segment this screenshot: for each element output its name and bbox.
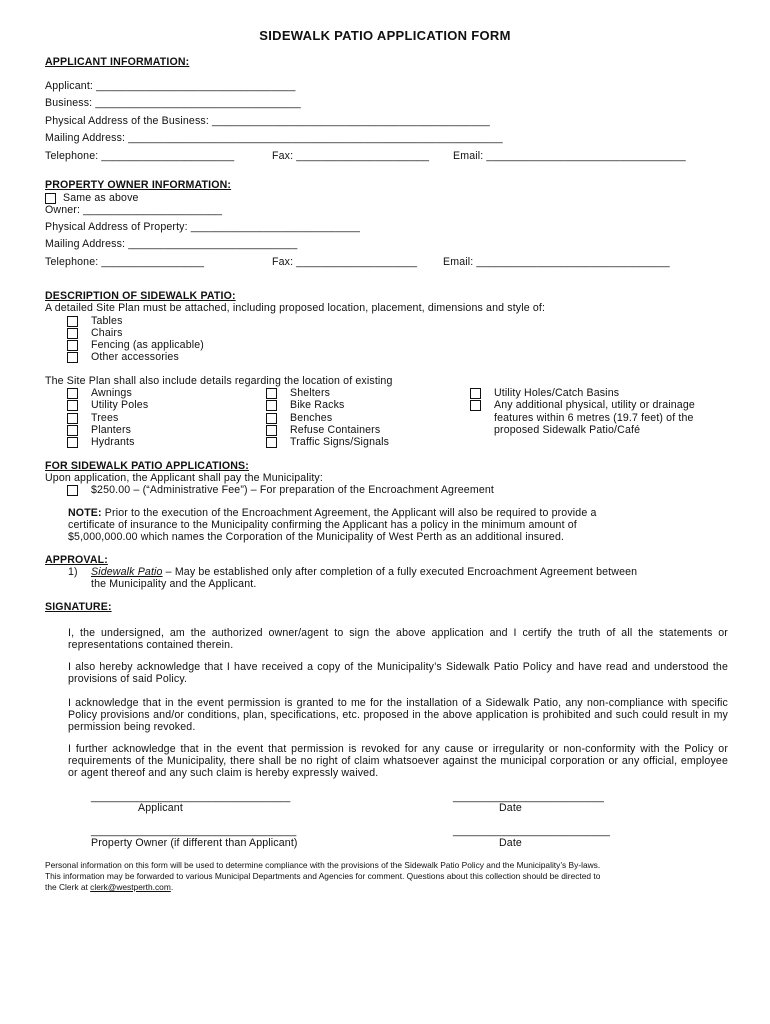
benches-checkbox[interactable] bbox=[266, 413, 277, 424]
traffic-signs-label: Traffic Signs/Signals bbox=[290, 436, 390, 448]
note-text-line1: Prior to the execution of the Encroachment Agreement, the Applicant will also be required to provide a bbox=[101, 507, 597, 519]
owner-telephone-field[interactable]: Telephone: _________________ bbox=[45, 256, 205, 268]
applicant-fax-field[interactable]: Fax: ______________________ bbox=[272, 150, 430, 162]
applicant-date-line[interactable]: _________________________ bbox=[453, 791, 605, 803]
other-accessories-checkbox[interactable] bbox=[67, 352, 78, 363]
signature-paragraph-3: I acknowledge that in the event permission is granted to me for the installation of a Sidewalk Patio, any non-compliance with specific Policy provisions and/or conditions, plan, specifications, etc. proposed in the above application is prohibited and such could result in my permission being revoked. bbox=[68, 697, 728, 733]
trees-label: Trees bbox=[91, 412, 119, 424]
fencing-label: Fencing (as applicable) bbox=[91, 339, 204, 351]
additional-features-label-line2: features within 6 metres (19.7 feet) of the bbox=[494, 412, 694, 424]
privacy-notice-line1: Personal information on this form will be used to determine compliance with the provisions of the Sidewalk Patio Policy and the Municipality’s By-laws. bbox=[45, 860, 601, 870]
privacy-notice-prefix: the Clerk at bbox=[45, 882, 91, 892]
applicant-date-label: Date bbox=[499, 802, 522, 814]
planters-label: Planters bbox=[91, 424, 132, 436]
signature-paragraph-2: I also hereby acknowledge that I have received a copy of the Municipality’s Sidewalk Patio Policy and have read and understood the provisions of said Policy. bbox=[68, 661, 728, 685]
fencing-checkbox[interactable] bbox=[67, 340, 78, 351]
note-line2: certificate of insurance to the Municipality confirming the Applicant has a policy in the minimum amount of bbox=[68, 519, 577, 531]
description-heading: DESCRIPTION OF SIDEWALK PATIO: bbox=[45, 290, 236, 302]
signature-paragraph-4: I further acknowledge that in the event that permission is revoked for any cause or irregularity or non-conformity with the Policy or requirements of the Municipality, there shall be no right of claim whatsoever against the municipal corporation or any official, employee or agent thereof and any such claim is hereby expressly waived. bbox=[68, 743, 728, 779]
site-plan-details-intro: The Site Plan shall also include details regarding the location of existing bbox=[45, 375, 393, 387]
owner-field[interactable]: Owner: _______________________ bbox=[45, 204, 223, 216]
privacy-notice-line3 bbox=[45, 882, 173, 893]
same-as-above-checkbox[interactable] bbox=[45, 193, 56, 204]
clerk-email-link[interactable]: clerk@westperth.com bbox=[90, 882, 171, 892]
owner-fax-field[interactable]: Fax: ____________________ bbox=[272, 256, 418, 268]
shelters-label: Shelters bbox=[290, 387, 331, 399]
applicant-signature-label: Applicant bbox=[138, 802, 183, 814]
owner-mailing-address-field[interactable]: Mailing Address: ____________________________ bbox=[45, 238, 298, 250]
hydrants-checkbox[interactable] bbox=[67, 437, 78, 448]
other-accessories-label: Other accessories bbox=[91, 351, 179, 363]
tables-label: Tables bbox=[91, 315, 123, 327]
benches-label: Benches bbox=[290, 412, 333, 424]
privacy-notice-line2: This information may be forwarded to various Municipal Departments and Agencies for comment. Questions about this collection should be directed to bbox=[45, 871, 601, 881]
applicant-signature-line[interactable]: _________________________________ bbox=[91, 791, 291, 803]
site-plan-requirement: A detailed Site Plan must be attached, including proposed location, placement, dimensions and style of: bbox=[45, 302, 546, 314]
signature-heading: SIGNATURE: bbox=[45, 601, 112, 613]
approval-heading: APPROVAL: bbox=[45, 554, 108, 566]
applicant-telephone-field[interactable]: Telephone: ______________________ bbox=[45, 150, 235, 162]
refuse-containers-checkbox[interactable] bbox=[266, 425, 277, 436]
utility-holes-label: Utility Holes/Catch Basins bbox=[494, 387, 620, 399]
utility-holes-checkbox[interactable] bbox=[470, 388, 481, 399]
applications-heading: FOR SIDEWALK PATIO APPLICATIONS: bbox=[45, 460, 249, 472]
owner-signature-line[interactable]: __________________________________ bbox=[91, 825, 297, 837]
note-label: NOTE: bbox=[68, 507, 102, 519]
additional-features-label-line1: Any additional physical, utility or drainage bbox=[494, 399, 695, 411]
owner-date-label: Date bbox=[499, 837, 522, 849]
form-title: SIDEWALK PATIO APPLICATION FORM bbox=[259, 28, 511, 43]
hydrants-label: Hydrants bbox=[91, 436, 135, 448]
approval-line1 bbox=[91, 566, 637, 578]
traffic-signs-checkbox[interactable] bbox=[266, 437, 277, 448]
property-physical-address-field[interactable]: Physical Address of Property: ____________________________ bbox=[45, 221, 360, 233]
owner-date-line[interactable]: __________________________ bbox=[453, 825, 611, 837]
shelters-checkbox[interactable] bbox=[266, 388, 277, 399]
same-as-above-label: Same as above bbox=[63, 192, 139, 204]
property-owner-heading: PROPERTY OWNER INFORMATION: bbox=[45, 179, 232, 191]
applications-intro: Upon application, the Applicant shall pay the Municipality: bbox=[45, 472, 323, 484]
bike-racks-label: Bike Racks bbox=[290, 399, 345, 411]
awnings-label: Awnings bbox=[91, 387, 132, 399]
privacy-notice-suffix: . bbox=[170, 882, 174, 892]
applicant-field[interactable]: Applicant: _________________________________ bbox=[45, 80, 296, 92]
chairs-label: Chairs bbox=[91, 327, 123, 339]
applicant-email-field[interactable]: Email: _________________________________ bbox=[453, 150, 686, 162]
note-line3: $5,000,000.00 which names the Corporation of the Municipality of West Perth as an additional insured. bbox=[68, 531, 565, 543]
business-field[interactable]: Business: __________________________________ bbox=[45, 97, 301, 109]
additional-features-label-line3: proposed Sidewalk Patio/Café bbox=[494, 424, 641, 436]
owner-email-field[interactable]: Email: ________________________________ bbox=[443, 256, 670, 268]
administrative-fee-label: $250.00 – (“Administrative Fee”) – For preparation of the Encroachment Agreement bbox=[91, 484, 494, 496]
approval-line2: the Municipality and the Applicant. bbox=[91, 578, 257, 590]
planters-checkbox[interactable] bbox=[67, 425, 78, 436]
chairs-checkbox[interactable] bbox=[67, 328, 78, 339]
additional-features-checkbox[interactable] bbox=[470, 400, 481, 411]
utility-poles-label: Utility Poles bbox=[91, 399, 149, 411]
applicant-info-heading: APPLICANT INFORMATION: bbox=[45, 56, 190, 68]
sidewalk-patio-term: Sidewalk Patio bbox=[91, 566, 163, 578]
note-line1 bbox=[68, 507, 597, 519]
applicant-mailing-address-field[interactable]: Mailing Address: ______________________________________________________________ bbox=[45, 132, 503, 144]
approval-number: 1) bbox=[68, 566, 78, 578]
owner-signature-label: Property Owner (if different than Applicant) bbox=[91, 837, 298, 849]
refuse-containers-label: Refuse Containers bbox=[290, 424, 381, 436]
trees-checkbox[interactable] bbox=[67, 413, 78, 424]
tables-checkbox[interactable] bbox=[67, 316, 78, 327]
business-physical-address-field[interactable]: Physical Address of the Business: ______________________________________________ bbox=[45, 115, 490, 127]
administrative-fee-checkbox[interactable] bbox=[67, 485, 78, 496]
awnings-checkbox[interactable] bbox=[67, 388, 78, 399]
bike-racks-checkbox[interactable] bbox=[266, 400, 277, 411]
approval-line1-rest: – May be established only after completion of a fully executed Encroachment Agreement between bbox=[162, 566, 638, 578]
signature-paragraph-1: I, the undersigned, am the authorized owner/agent to sign the above application and I certify the truth of all the statements or representations contained therein. bbox=[68, 627, 728, 651]
utility-poles-checkbox[interactable] bbox=[67, 400, 78, 411]
